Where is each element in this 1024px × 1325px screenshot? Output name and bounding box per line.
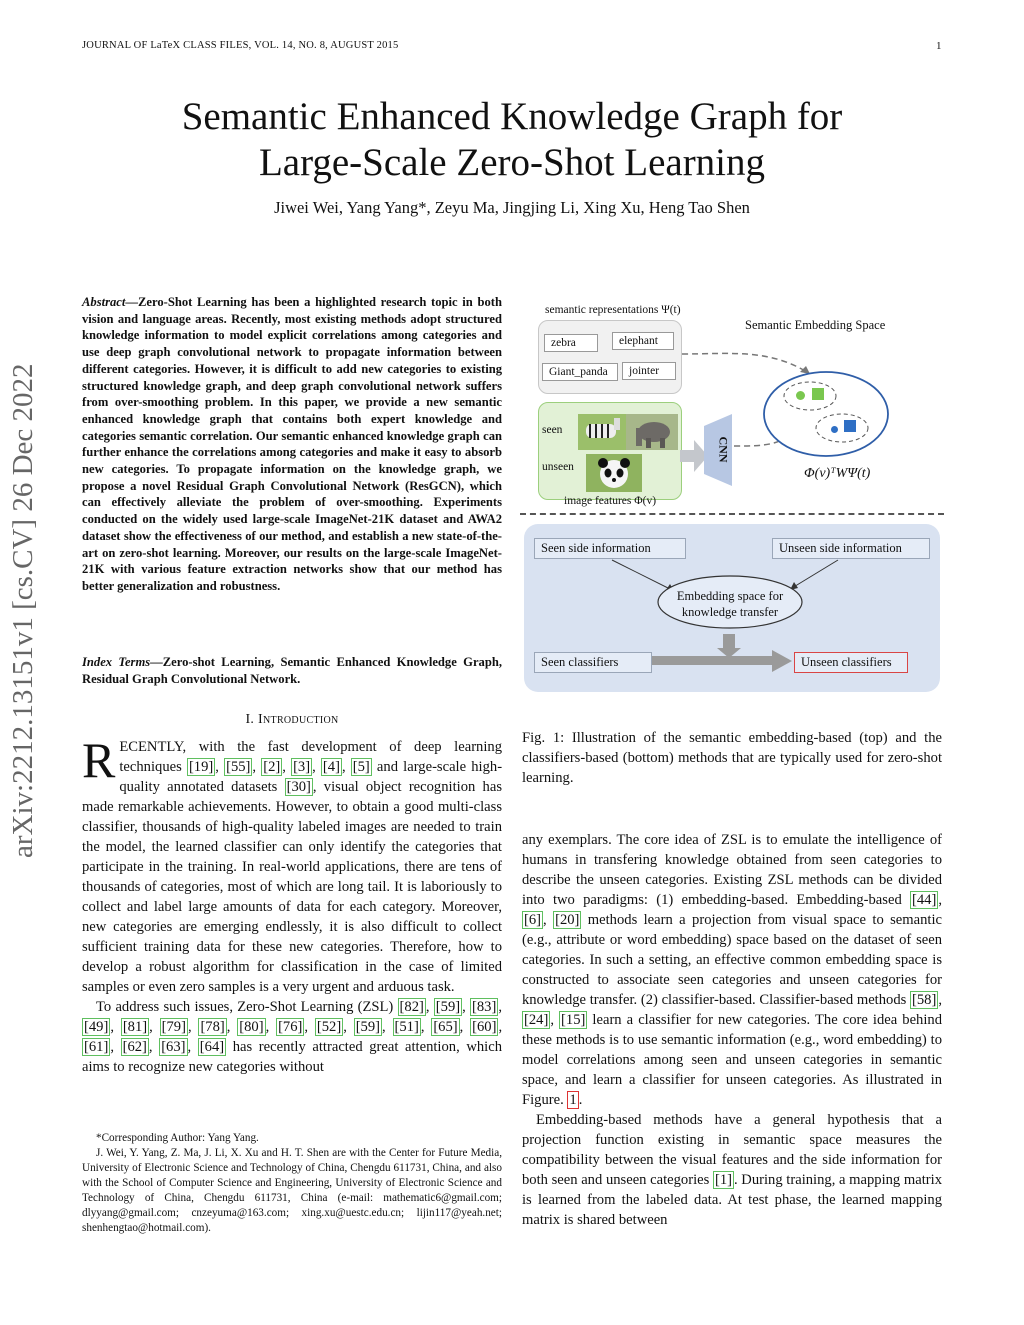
section-number: I.: [245, 712, 255, 727]
index-terms-label: Index Terms: [82, 655, 151, 669]
citation-link[interactable]: [64]: [199, 1039, 225, 1055]
seen-green-dot: [796, 391, 805, 400]
citation-link[interactable]: [76]: [278, 1019, 303, 1035]
abstract-label: Abstract: [82, 295, 126, 309]
citation-link[interactable]: [82]: [399, 999, 424, 1015]
semantic-embedding-diagram: [520, 296, 944, 516]
citation-link[interactable]: [15]: [561, 1012, 586, 1028]
citation-link[interactable]: [58]: [912, 992, 937, 1008]
unseen-classifiers-box: Unseen classifiers: [794, 652, 908, 673]
paper-title: [0, 94, 1024, 186]
semantic-embedding-space-label: Semantic Embedding Space: [745, 318, 886, 332]
citation-link[interactable]: [61]: [84, 1039, 109, 1055]
citation-link[interactable]: [60]: [472, 1019, 497, 1035]
citation-link[interactable]: [3]: [293, 759, 311, 775]
citation-link[interactable]: [63]: [161, 1039, 186, 1055]
title-line-2: Large-Scale Zero-Shot Learning: [258, 141, 766, 184]
index-terms: [82, 654, 502, 687]
figure-1: [520, 296, 944, 696]
citation-link[interactable]: [78]: [200, 1019, 225, 1035]
seen-label: seen: [542, 424, 563, 436]
figure-link[interactable]: 1: [569, 1092, 577, 1108]
intro-p2-end: has recently attracted great attention, which aims to recognize new categories without: [82, 1039, 503, 1075]
embedding-space-line-1: Embedding space for: [676, 589, 784, 603]
citation-link[interactable]: [5]: [352, 759, 370, 775]
citation-link[interactable]: [19]: [188, 759, 214, 775]
seen-side-info-box: Seen side information: [534, 538, 686, 559]
seen-classifiers-box: Seen classifiers: [534, 652, 652, 673]
intro-text: [82, 732, 503, 1077]
unseen-blue-dot: [831, 426, 838, 433]
unseen-side-info-box: Unseen side information: [772, 538, 930, 559]
drop-cap: R: [82, 732, 116, 788]
intro-p1-start: ECENTLY, with the fast development of deep learning techniques: [119, 739, 502, 775]
cnn-label: CNN: [716, 436, 731, 463]
intro-paragraph-2: To address such issues, Zero-Shot Learning (ZSL) [82] , [59] , [83] , [49] , [81] , [79] , [78] , [80] , [76] , [52] , [59] , [51] , [65] , [60] , [61] , [62] , [63] , [64] has recently attracted great attention, which aims to recognize new categories without: [82, 999, 503, 1075]
figure-divider: [520, 513, 944, 515]
footnote: [82, 1131, 502, 1236]
citation-link[interactable]: [83]: [472, 999, 497, 1015]
section-title: Introduction: [258, 712, 339, 727]
right-p2-start: Embedding-based methods have a general hypothesis that a projection function existing in semantic space measures the compatibility between the visual features and the side information for both seen and unseen categories: [522, 1112, 942, 1188]
citation-link[interactable]: [2]: [263, 759, 281, 775]
semantic-representations-label: semantic representations Ψ(t): [545, 304, 681, 316]
citation-link[interactable]: [30]: [286, 779, 311, 795]
right-paragraph-1: any exemplars. The core idea of ZSL is to emulate the intelligence of humans in transfering knowledge obtained from seen categories to describe the unseen categories. Existing ZSL methods can be divided into two paradigms: (1) embedding-based. Embedding-based [44] , [6] , [20] methods learn a projection from visual space to semantic (e.g., attribute or word embedding) space based on the dataset of seen categories. In such a setting, an effective common embedding space is constructed to associate seen categories and unseen categories for knowledge transfer. (2) classifier-based. Classifier-based methods [58] , [24] , [15] learn a classifier for new categories. The core idea behind these methods is to use semantic information (e.g., word embedding) to model correlations among seen and unseen categories in semantic space, and learn a classifier for unseen categories. As illustrated in Figure. 1 .: [522, 832, 943, 1108]
citation-link[interactable]: [59]: [435, 999, 461, 1015]
tag-elephant: elephant: [612, 332, 674, 350]
right-p1-end: learn a classifier for new categories. The core idea behind these methods is to use semantic information (e.g., word embedding) to model correlations among seen and unseen categories in semantic space, and learn a classifier for unseen categories. As illustrated in Figure.: [522, 1012, 943, 1108]
citation-link[interactable]: [49]: [84, 1019, 109, 1035]
footnote-affiliation: J. Wei, Y. Yang, Z. Ma, J. Li, X. Xu and H. T. Shen are with the Center for Future Media, University of Electronic Science and Technology of China, Chengdu 611731, China, and also with the School of Computer Science and Engineering, University of Electronic Science and Technology of China, Chengdu 611731, China (e-mail: mathematic6@gmail.com; dlyyang@gmail.com; cnzeyuma@163.com; xing.xu@uestc.edu.cn; lijin117@yeah.net; shenhengtao@hotmail.com).: [82, 1147, 502, 1234]
citation-link[interactable]: [4]: [322, 759, 340, 775]
embedding-space-text: [658, 588, 802, 620]
author-list: Jiwei Wei, Yang Yang*, Zeyu Ma, Jingjing Li, Xing Xu, Heng Tao Shen: [274, 198, 750, 217]
citation-link[interactable]: [24]: [524, 1012, 549, 1028]
citation-link[interactable]: [55]: [226, 759, 251, 775]
right-p1-mid: methods learn a projection from visual space to semantic (e.g., attribute or word embedding) space based on the dataset of seen categories. In such a setting, an effective common embedding space is constructed to associate seen categories and unseen categories for knowledge transfer. (2) classifier-based. Classifier-based methods: [522, 912, 942, 1008]
image-features-label: image features Φ(v): [564, 495, 657, 507]
citation-link[interactable]: [20]: [555, 912, 580, 928]
title-line-1: Semantic Enhanced Knowledge Graph for: [181, 95, 843, 138]
intro-p1-mid: and large-scale high-quality annotated datasets: [119, 759, 503, 795]
unseen-label: unseen: [542, 461, 574, 473]
page-number: 1: [936, 40, 942, 52]
tag-zebra: zebra: [544, 334, 598, 352]
section-heading-introduction: [82, 712, 502, 728]
citation-link[interactable]: [62]: [122, 1039, 147, 1055]
citation-link[interactable]: [79]: [161, 1019, 186, 1035]
unseen-blue-square: [844, 420, 856, 432]
figure-caption: Fig. 1: Illustration of the semantic embedding-based (top) and the classifiers-based (bottom) methods that are typically used for zero-shot learning.: [522, 730, 942, 786]
index-terms-text: —Zero-shot Learning, Semantic Enhanced Knowledge Graph, Residual Graph Convolutional Network.: [82, 655, 502, 686]
tag-giant-panda: Giant_panda: [542, 363, 618, 381]
compatibility-formula: Φ(v)ᵀWΨ(t): [804, 466, 871, 481]
citation-link[interactable]: [65]: [433, 1019, 458, 1035]
citation-link[interactable]: [51]: [394, 1019, 419, 1035]
citation-link[interactable]: [59]: [355, 1019, 381, 1035]
citation-link[interactable]: [80]: [239, 1019, 264, 1035]
embedding-space-line-2: knowledge transfer: [681, 605, 779, 619]
right-p2-end: . During training, a mapping matrix is learned from the labeled data. At test phase, the learned mapping matrix is shared between: [522, 1172, 942, 1228]
abstract: [82, 294, 502, 595]
intro-paragraph-1: RECENTLY, with the fast development of deep learning techniques [19] , [55] , [2] , [3] , [4] , [5] and large-scale high-quality annotated datasets [30] , visual object recognition has made remarkable achievements. However, to obtain a good multi-class classifier, thousands of high-quality labeled images are needed to train the model, the learned classifier can only identify the categories that participate in the training. In real-world applications, there are tens of thousands of categories, most of which are long tail. It is laboriously to collect and label large amounts of data for each category. Moreover, new categories are emerging endlessly, it is also difficult to collect sufficient training data for these new categories. Therefore, how to develop a robust algorithm for classification in the case of limited samples or even zero samples is a very urgent and arduous task.: [82, 732, 503, 995]
right-column-text: [522, 830, 942, 1230]
journal-header: JOURNAL OF LaTeX CLASS FILES, VOL. 14, NO. 8, AUGUST 2015: [82, 40, 399, 51]
arxiv-stamp[interactable]: arXiv:2212.13151v1 [cs.CV] 26 Dec 2022: [7, 363, 39, 858]
citation-link[interactable]: [6]: [524, 912, 542, 928]
tag-jointer: jointer: [622, 362, 676, 380]
intro-p1-rest: , visual object recognition has made remarkable achievements. However, to obtain a good multi-class classifier, thousands of high-quality labeled images are needed to train the model, the learned classifier can only identify the categories that participate in the training. In real-world applications, there are tens of thousands of categories, most of which are long tail. It is laboriously to collect and label large amounts of data for each category. Moreover, new categories are emerging endlessly, it is also difficult to collect sufficient training data for these new categories. Therefore, how to develop a robust algorithm for classification in the case of limited samples or even zero samples is a very urgent and arduous task.: [82, 779, 502, 995]
citation-link[interactable]: [81]: [122, 1019, 148, 1035]
seen-green-square: [812, 388, 824, 400]
citation-link[interactable]: [44]: [912, 892, 937, 908]
intro-p2-start: To address such issues, Zero-Shot Learning (ZSL): [96, 999, 398, 1015]
citation-link[interactable]: [52]: [316, 1019, 342, 1035]
abstract-text: —Zero-Shot Learning has been a highlighted research topic in both vision and language areas. Recently, most existing methods adopt structured knowledge information to model explicit correlations among categories and use deep graph convolutional network to propagate information between different categories. However, it is difficult to add new categories to existing structured knowledge graph, and deep graph convolutional network suffers from over-smoothing problem. In this paper, we provide a new semantic enhanced knowledge graph that contains both expert knowledge and categories semantic correlation. Our semantic enhanced knowledge graph can further enhance the correlations among categories and make it easy to absorb new categories. To propagate information on the knowledge graph, we propose a novel Residual Graph Convolutional Network (ResGCN), which can effectively alleviate the problem of over-smoothing. Experiments conducted on the widely used large-scale ImageNet-21K dataset and AWA2 dataset show the effectiveness of our method, and establish a new state-of-the-art on zero-shot learning. Moreover, our results on the large-scale ImageNet-21K with various feature extraction networks show that our method has better generalization and robustness.: [82, 295, 502, 593]
footnote-corresponding: *Corresponding Author: Yang Yang.: [96, 1132, 259, 1144]
right-paragraph-2: [522, 1110, 942, 1230]
right-p1-start: any exemplars. The core idea of ZSL is to emulate the intelligence of humans in transfering knowledge obtained from seen categories to describe the unseen categories. Existing ZSL methods can be divided into two paradigms: (1) embedding-based. Embedding-based: [522, 832, 942, 908]
citation-link[interactable]: [1]: [714, 1172, 732, 1188]
